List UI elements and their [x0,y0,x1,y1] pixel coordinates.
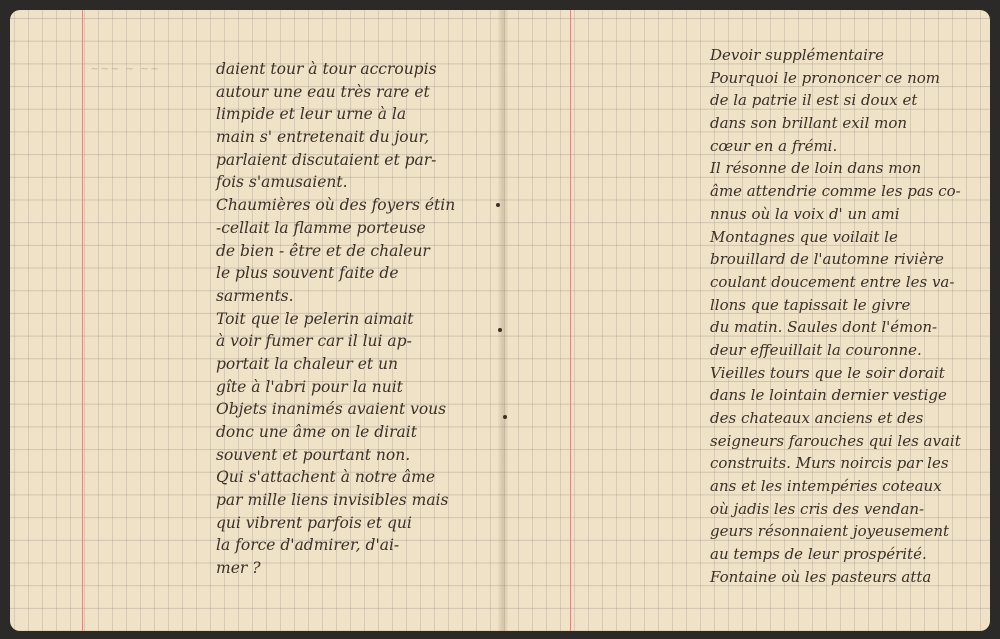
right-page-text [710,44,961,589]
handwritten-line: ans et les intempéries coteaux [710,477,942,496]
handwritten-line: portait la chaleur et un [216,354,399,373]
handwritten-line: donc une âme on le dirait [216,423,417,441]
handwritten-line: coulant doucement entre les va- [710,272,955,291]
handwritten-line: parlaient discutaient et par- [216,150,437,169]
handwritten-line: llons que tapissait le givre [710,295,911,314]
handwritten-line: le plus souvent faite de [216,264,399,283]
handwritten-line: cœur en a frémi. [710,136,838,155]
left-page-text [216,58,455,580]
handwritten-line: geurs résonnaient joyeusement [710,522,950,541]
handwritten-line: limpide et leur urne à la [216,105,407,124]
handwritten-line: -cellait la flamme porteuse [216,218,426,237]
handwritten-line: Vieilles tours que le soir dorait [710,363,945,382]
handwritten-line: la force d'admirer, d'ai- [216,536,400,555]
handwritten-line: mer ? [216,559,261,578]
ink-dot [498,328,502,332]
ink-dot [496,203,500,207]
handwritten-line: nnus où la voix d' un ami [710,204,900,223]
handwritten-line: Toit que le pelerin aimait [216,309,414,328]
handwritten-line: du matin. Saules dont l'émon- [710,318,938,337]
handwritten-line: qui vibrent parfois et qui [216,513,412,532]
open-notebook [10,10,990,631]
handwritten-line: brouillard de l'automne rivière [710,250,944,269]
handwritten-line: Montagnes que voilait le [710,227,898,246]
handwritten-line: sarments. [216,286,294,305]
handwritten-line: Objets inanimés avaient vous [216,400,447,419]
handwritten-line: de la patrie il est si doux et [710,91,918,110]
handwritten-line: seigneurs farouches qui les avait [710,431,961,450]
handwritten-line: daient tour à tour accroupis [216,60,437,78]
handwritten-line: Fontaine où les pasteurs atta [710,567,932,586]
handwritten-line: deur effeuillait la couronne. [710,340,922,359]
handwritten-line: des chateaux anciens et des [710,409,924,427]
handwritten-line: Il résonne de loin dans mon [710,159,922,178]
right-margin-line [570,10,571,631]
handwritten-line: dans le lointain dernier vestige [710,386,947,405]
left-margin-line [82,10,83,631]
handwritten-line: Chaumières où des foyers étin [216,196,456,215]
handwritten-line: Qui s'attachent à notre âme [216,468,436,487]
handwritten-line: gîte à l'abri pour la nuit [216,377,403,396]
handwritten-line: où jadis les cris des vendan- [710,499,925,518]
handwritten-line: au temps de leur prospérité. [710,545,927,564]
handwritten-line: âme attendrie comme les pas co- [710,182,961,201]
handwritten-line: par mille liens invisibles mais [216,491,449,510]
handwritten-line: main s' entretenait du jour, [216,128,430,147]
notebook-spine [498,10,508,631]
handwritten-line: de bien - être et de chaleur [216,241,430,260]
ink-dot [503,415,507,419]
handwritten-line: Pourquoi le prononcer ce nom [710,68,940,87]
handwritten-line: autour une eau très rare et [216,82,430,101]
handwritten-line: dans son brillant exil mon [710,114,908,133]
handwritten-line: à voir fumer car il lui ap- [216,332,412,351]
handwritten-line: construits. Murs noircis par les [710,454,949,473]
handwritten-line: fois s'amusaient. [216,173,348,192]
handwritten-line: Devoir supplémentaire [710,46,884,64]
faded-ink-smudge: ~~~ ~ ~~ [90,62,161,75]
handwritten-line: souvent et pourtant non. [216,445,411,464]
